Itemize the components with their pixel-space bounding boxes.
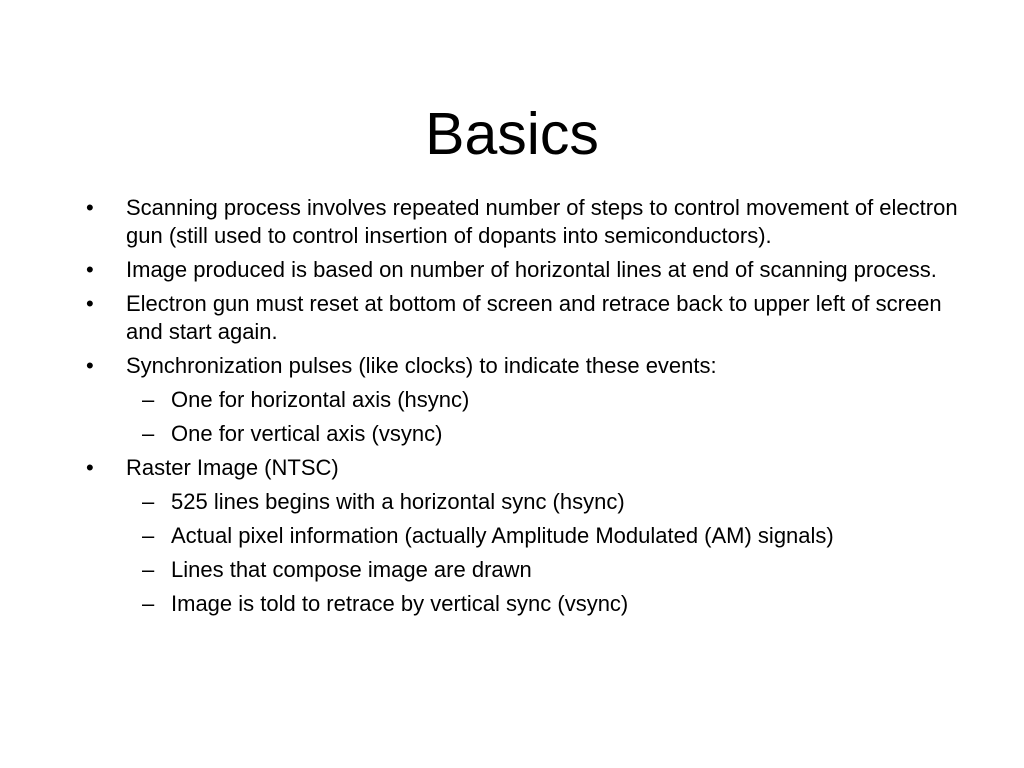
sub-bullet-item — [126, 420, 962, 448]
sub-bullet-text: 525 lines begins with a horizontal sync (hsync) — [171, 489, 625, 514]
sub-bullet-text: Image is told to retrace by vertical sync (vsync) — [171, 591, 629, 616]
bullet-icon: • — [86, 291, 94, 316]
dash-icon: – — [142, 387, 155, 412]
sub-bullet-item — [126, 488, 962, 516]
sub-bullet-list — [126, 488, 962, 618]
sub-bullet-item — [126, 522, 962, 550]
slide-title: Basics — [425, 101, 599, 167]
sub-bullet-list — [126, 386, 962, 448]
bullet-text: Image produced is based on number of horizontal lines at end of scanning process. — [126, 257, 937, 282]
bullet-icon: • — [86, 455, 94, 480]
bullet-icon: • — [86, 353, 94, 378]
sub-bullet-item — [126, 386, 962, 414]
bullet-item — [82, 194, 962, 250]
dash-icon: – — [142, 557, 155, 582]
bullet-item — [82, 290, 962, 346]
sub-bullet-item — [126, 556, 962, 584]
bullet-item — [82, 352, 962, 448]
bullet-text: Synchronization pulses (like clocks) to indicate these events: — [126, 353, 717, 378]
bullet-icon: • — [86, 257, 94, 282]
bullet-icon: • — [86, 195, 94, 220]
dash-icon: – — [142, 421, 155, 446]
bullet-item — [82, 454, 962, 618]
sub-bullet-text: One for horizontal axis (hsync) — [171, 387, 470, 412]
dash-icon: – — [142, 489, 155, 514]
bullet-text: Raster Image (NTSC) — [126, 455, 339, 480]
bullet-text: Electron gun must reset at bottom of screen and retrace back to upper left of screen and start again. — [126, 291, 942, 344]
sub-bullet-item — [126, 590, 962, 618]
bullet-list — [82, 194, 962, 624]
sub-bullet-text: Actual pixel information (actually Amplitude Modulated (AM) signals) — [171, 523, 834, 548]
bullet-item — [82, 256, 962, 284]
bullet-text: Scanning process involves repeated number of steps to control movement of electron gun (still used to control insertion of dopants into semiconductors). — [126, 195, 958, 248]
dash-icon: – — [142, 591, 155, 616]
dash-icon: – — [142, 523, 155, 548]
sub-bullet-text: One for vertical axis (vsync) — [171, 421, 443, 446]
sub-bullet-text: Lines that compose image are drawn — [171, 557, 532, 582]
